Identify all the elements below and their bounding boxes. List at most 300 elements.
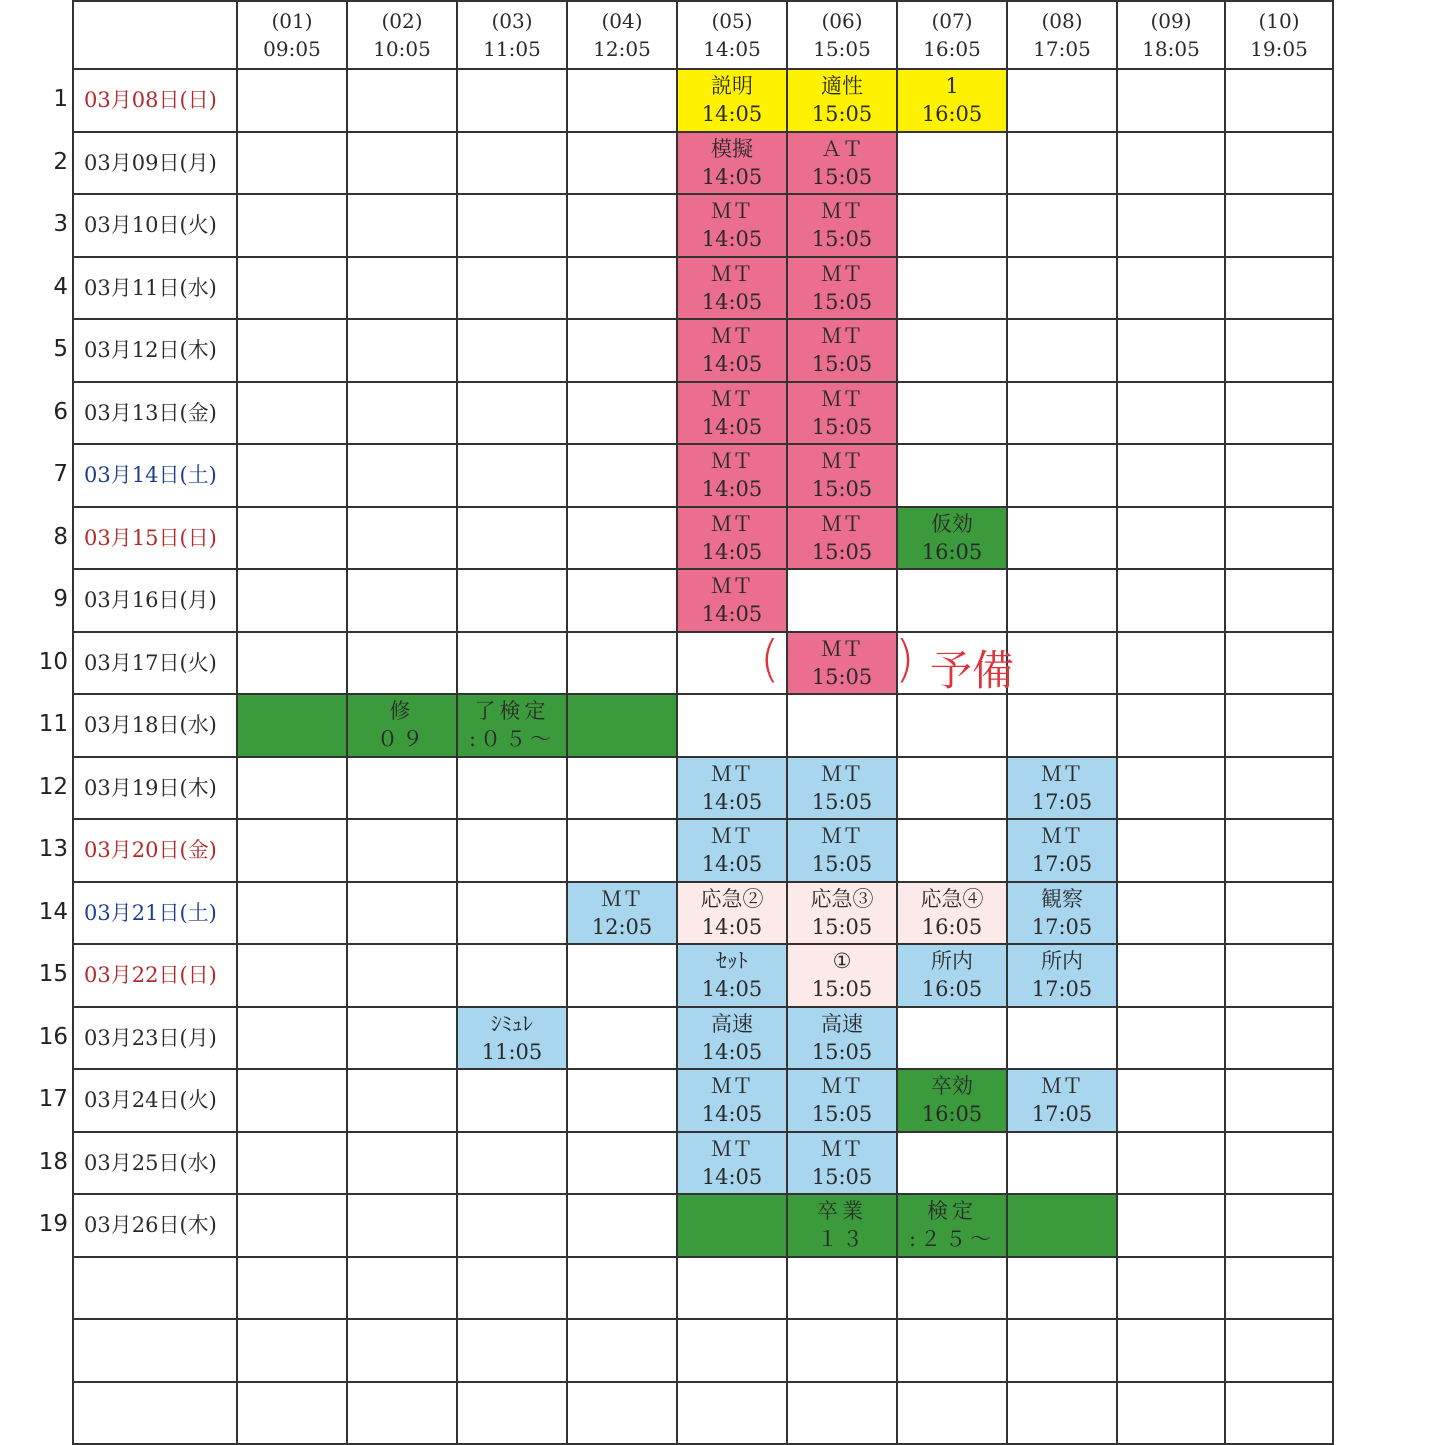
lesson-cell [1007, 882, 1117, 945]
lesson-title: 応急② [700, 886, 764, 911]
empty-cell [1117, 69, 1225, 132]
empty-cell [897, 194, 1007, 257]
schedule-row [73, 69, 1333, 132]
empty-cell [567, 1007, 677, 1070]
lesson-time: 15:05 [811, 539, 873, 564]
empty-cell [1007, 257, 1117, 320]
lesson-title: ＭＴ [711, 1074, 753, 1099]
empty-cell [237, 882, 347, 945]
lesson-title: 卒効 [931, 1074, 973, 1099]
lesson-time: 17:05 [1031, 914, 1093, 939]
empty-cell [237, 1382, 347, 1445]
empty-cell [347, 882, 457, 945]
empty-cell [567, 1069, 677, 1132]
schedule-row [73, 1132, 1333, 1195]
lesson-cell [897, 1069, 1007, 1132]
date-cell: 03月17日(火) [73, 632, 237, 695]
lesson-cell [677, 382, 787, 445]
empty-cell [347, 69, 457, 132]
lesson-cell [787, 69, 897, 132]
schedule-row [73, 1007, 1333, 1070]
empty-cell [1007, 382, 1117, 445]
empty-cell [347, 319, 457, 382]
date-cell: 03月18日(水) [73, 694, 237, 757]
lesson-title: ＭＴ [1041, 1074, 1083, 1099]
empty-cell [1007, 1257, 1117, 1320]
empty-cell [567, 194, 677, 257]
lesson-time: 16:05 [921, 914, 983, 939]
lesson-cell [787, 632, 897, 695]
empty-cell [897, 382, 1007, 445]
row-number: 18 [38, 1148, 68, 1175]
column-number: (03) [491, 9, 533, 33]
empty-cell [787, 569, 897, 632]
column-header [897, 1, 1007, 69]
lesson-title: 了検定 [474, 699, 550, 724]
empty-cell [347, 382, 457, 445]
empty-cell [457, 1319, 567, 1382]
empty-cell [567, 632, 677, 695]
empty-cell [457, 819, 567, 882]
lesson-title: 適性 [821, 74, 863, 99]
lesson-title: 仮効 [931, 511, 973, 536]
lesson-cell [787, 319, 897, 382]
column-header [1225, 1, 1333, 69]
lesson-title: 模擬 [711, 136, 753, 161]
empty-cell [897, 819, 1007, 882]
date-cell: 03月24日(火) [73, 1069, 237, 1132]
schedule-row [73, 1319, 1333, 1382]
empty-cell [1007, 319, 1117, 382]
lesson-time: 16:05 [921, 102, 983, 127]
lesson-cell [347, 694, 457, 757]
empty-cell [897, 694, 1007, 757]
lesson-cell [787, 1007, 897, 1070]
date-cell [73, 1257, 237, 1320]
lesson-cell [237, 694, 347, 757]
empty-cell [457, 1194, 567, 1257]
empty-cell [457, 382, 567, 445]
empty-cell [457, 194, 567, 257]
empty-cell [1117, 257, 1225, 320]
lesson-cell [787, 194, 897, 257]
empty-cell [1225, 1257, 1333, 1320]
column-time: 11:05 [483, 37, 541, 61]
row-number: 10 [38, 648, 68, 675]
empty-cell [1007, 69, 1117, 132]
row-number: 16 [38, 1023, 68, 1050]
column-number: (08) [1041, 9, 1083, 33]
empty-cell [1225, 257, 1333, 320]
date-cell: 03月10日(火) [73, 194, 237, 257]
empty-cell [457, 632, 567, 695]
row-number: 3 [53, 210, 68, 237]
lesson-title: 検定 [927, 1199, 977, 1224]
empty-cell [1117, 569, 1225, 632]
column-header [237, 1, 347, 69]
lesson-cell [677, 444, 787, 507]
empty-cell [347, 507, 457, 570]
row-number: 19 [38, 1210, 68, 1237]
lesson-title: ＭＴ [821, 386, 863, 411]
column-number: (07) [931, 9, 973, 33]
row-number: 6 [53, 398, 68, 425]
lesson-time: 15:05 [811, 852, 873, 877]
empty-cell [347, 819, 457, 882]
schedule-row [73, 257, 1333, 320]
lesson-cell [677, 257, 787, 320]
empty-cell [1225, 1007, 1333, 1070]
empty-cell [347, 194, 457, 257]
lesson-time: 14:05 [701, 289, 763, 314]
column-header [567, 1, 677, 69]
empty-cell [1225, 1069, 1333, 1132]
empty-cell [237, 132, 347, 195]
empty-cell [457, 319, 567, 382]
row-number: 12 [38, 773, 68, 800]
lesson-cell [1007, 819, 1117, 882]
empty-cell [237, 1069, 347, 1132]
empty-cell [347, 757, 457, 820]
lesson-cell [677, 132, 787, 195]
row-number: 8 [53, 523, 68, 550]
empty-cell [1225, 569, 1333, 632]
lesson-title: ＭＴ [821, 449, 863, 474]
empty-cell [677, 1257, 787, 1320]
lesson-time: 14:05 [701, 1039, 763, 1064]
column-time: 14:05 [703, 37, 761, 61]
empty-cell [237, 1194, 347, 1257]
empty-cell [1117, 694, 1225, 757]
date-cell: 03月20日(金) [73, 819, 237, 882]
lesson-cell [1007, 944, 1117, 1007]
date-cell: 03月12日(木) [73, 319, 237, 382]
lesson-title: ＭＴ [711, 511, 753, 536]
empty-cell [897, 319, 1007, 382]
schedule-row [73, 1194, 1333, 1257]
lesson-time: 14:05 [701, 789, 763, 814]
lesson-cell [677, 882, 787, 945]
empty-cell [457, 1382, 567, 1445]
empty-cell [567, 819, 677, 882]
lesson-title: ＭＴ [821, 761, 863, 786]
lesson-cell [1007, 1069, 1117, 1132]
empty-cell [787, 1382, 897, 1445]
lesson-time: 15:05 [811, 227, 873, 252]
empty-cell [1007, 569, 1117, 632]
empty-cell [347, 1007, 457, 1070]
lesson-title: ＭＴ [821, 1074, 863, 1099]
lesson-cell [677, 1194, 787, 1257]
lesson-title: ＭＴ [711, 324, 753, 349]
date-cell: 03月08日(日) [73, 69, 237, 132]
schedule-row [73, 1257, 1333, 1320]
schedule-row [73, 882, 1333, 945]
empty-cell [1117, 194, 1225, 257]
empty-cell [1117, 632, 1225, 695]
empty-cell [1117, 819, 1225, 882]
empty-cell [237, 507, 347, 570]
lesson-cell [677, 1069, 787, 1132]
lesson-title: 応急④ [920, 886, 984, 911]
date-cell: 03月15日(日) [73, 507, 237, 570]
lesson-title: 所内 [1041, 949, 1083, 974]
lesson-title: 高速 [711, 1011, 753, 1036]
empty-cell [237, 69, 347, 132]
lesson-cell [787, 757, 897, 820]
empty-cell [1225, 819, 1333, 882]
lesson-time: 15:05 [811, 789, 873, 814]
lesson-cell [1007, 1194, 1117, 1257]
lesson-time: 14:05 [701, 602, 763, 627]
lesson-title: ＭＴ [821, 1136, 863, 1161]
lesson-time: :２５～ [908, 1227, 996, 1252]
empty-cell [1117, 882, 1225, 945]
empty-cell [1007, 1382, 1117, 1445]
lesson-title: ｾｯﾄ [716, 949, 748, 974]
lesson-cell [677, 319, 787, 382]
empty-cell [787, 694, 897, 757]
lesson-cell [677, 1007, 787, 1070]
lesson-cell [897, 1194, 1007, 1257]
empty-cell [237, 194, 347, 257]
lesson-time: 14:05 [701, 1102, 763, 1127]
lesson-time: 15:05 [811, 1164, 873, 1189]
empty-cell [237, 444, 347, 507]
row-number: 13 [38, 835, 68, 862]
empty-cell [1007, 1132, 1117, 1195]
note-text: 予備 [930, 646, 1015, 695]
lesson-cell [787, 382, 897, 445]
schedule-row [73, 319, 1333, 382]
column-header [677, 1, 787, 69]
empty-cell [347, 632, 457, 695]
empty-cell [457, 569, 567, 632]
empty-cell [457, 69, 567, 132]
empty-cell [347, 944, 457, 1007]
empty-cell [237, 257, 347, 320]
date-cell: 03月21日(土) [73, 882, 237, 945]
empty-cell [677, 694, 787, 757]
empty-cell [1225, 319, 1333, 382]
empty-cell [237, 632, 347, 695]
empty-cell [237, 1257, 347, 1320]
lesson-time: 14:05 [701, 914, 763, 939]
column-header [1117, 1, 1225, 69]
empty-cell [897, 132, 1007, 195]
row-number: 5 [53, 335, 68, 362]
empty-cell [1117, 1007, 1225, 1070]
empty-cell [347, 132, 457, 195]
lesson-time: 15:05 [811, 414, 873, 439]
empty-cell [897, 1132, 1007, 1195]
empty-cell [1225, 1132, 1333, 1195]
empty-cell [1117, 132, 1225, 195]
lesson-time: 16:05 [921, 977, 983, 1002]
lesson-time: 15:05 [811, 164, 873, 189]
lesson-title: ＭＴ [711, 386, 753, 411]
lesson-cell [677, 819, 787, 882]
lesson-title: ＭＴ [1041, 761, 1083, 786]
empty-cell [1007, 632, 1117, 695]
lesson-time: 15:05 [811, 477, 873, 502]
lesson-cell [677, 69, 787, 132]
empty-cell [457, 444, 567, 507]
lesson-time: １３ [817, 1227, 867, 1252]
empty-cell [1007, 694, 1117, 757]
empty-cell [1225, 757, 1333, 820]
schedule-row [73, 382, 1333, 445]
schedule-row [73, 944, 1333, 1007]
lesson-cell [1007, 757, 1117, 820]
lesson-time: 15:05 [811, 977, 873, 1002]
lesson-title: ＭＴ [711, 574, 753, 599]
lesson-title: ＭＴ [711, 1136, 753, 1161]
lesson-title: ＭＴ [711, 199, 753, 224]
column-number: (05) [711, 9, 753, 33]
lesson-time: :０５～ [468, 727, 556, 752]
date-cell: 03月22日(日) [73, 944, 237, 1007]
empty-cell [457, 1257, 567, 1320]
lesson-cell [787, 819, 897, 882]
date-cell: 03月09日(月) [73, 132, 237, 195]
lesson-time: 14:05 [701, 1164, 763, 1189]
lesson-title: 高速 [821, 1011, 863, 1036]
empty-cell [1117, 507, 1225, 570]
empty-cell [677, 632, 787, 695]
column-number: (06) [821, 9, 863, 33]
empty-cell [897, 444, 1007, 507]
empty-cell [1007, 1007, 1117, 1070]
column-header [457, 1, 567, 69]
lesson-time: 17:05 [1031, 852, 1093, 877]
column-number: (02) [381, 9, 423, 33]
empty-cell [567, 757, 677, 820]
empty-cell [457, 132, 567, 195]
empty-cell [567, 132, 677, 195]
empty-cell [1007, 507, 1117, 570]
note-open-paren: ( [760, 630, 780, 688]
empty-cell [567, 507, 677, 570]
lesson-time: 14:05 [701, 852, 763, 877]
empty-cell [567, 1132, 677, 1195]
lesson-cell [677, 944, 787, 1007]
lesson-cell [567, 694, 677, 757]
empty-cell [787, 1257, 897, 1320]
empty-cell [237, 1132, 347, 1195]
column-time: 19:05 [1250, 37, 1308, 61]
lesson-title: ＭＴ [821, 824, 863, 849]
date-cell: 03月19日(木) [73, 757, 237, 820]
row-number: 4 [53, 273, 68, 300]
lesson-title: 所内 [931, 949, 973, 974]
lesson-title: ＭＴ [711, 824, 753, 849]
empty-cell [457, 757, 567, 820]
row-number: 11 [38, 710, 68, 737]
empty-cell [897, 569, 1007, 632]
empty-cell [677, 1319, 787, 1382]
schedule-row [73, 632, 1333, 695]
lesson-title: ＭＴ [821, 199, 863, 224]
empty-cell [237, 569, 347, 632]
empty-cell [457, 944, 567, 1007]
note-close-paren: ) [895, 630, 915, 688]
empty-cell [897, 632, 1007, 695]
column-number: (10) [1258, 9, 1300, 33]
schedule-row [73, 507, 1333, 570]
lesson-title: ＭＴ [821, 324, 863, 349]
empty-cell [347, 569, 457, 632]
schedule-row [73, 757, 1333, 820]
lesson-title: ① [832, 949, 852, 974]
column-header [347, 1, 457, 69]
empty-cell [897, 757, 1007, 820]
empty-cell [1225, 382, 1333, 445]
empty-cell [347, 257, 457, 320]
empty-cell [897, 257, 1007, 320]
empty-cell [237, 1319, 347, 1382]
empty-cell [897, 1319, 1007, 1382]
empty-cell [1225, 944, 1333, 1007]
lesson-time: 17:05 [1031, 1102, 1093, 1127]
column-number: (04) [601, 9, 643, 33]
lesson-title: ＡＴ [821, 136, 863, 161]
lesson-cell [787, 444, 897, 507]
empty-cell [1117, 1257, 1225, 1320]
lesson-cell [567, 882, 677, 945]
row-number: 2 [53, 148, 68, 175]
empty-cell [567, 69, 677, 132]
lesson-time: 15:05 [811, 664, 873, 689]
lesson-cell [897, 69, 1007, 132]
lesson-cell [787, 1132, 897, 1195]
schedule-row [73, 694, 1333, 757]
corner-cell [73, 1, 237, 69]
empty-cell [1225, 882, 1333, 945]
empty-cell [237, 757, 347, 820]
lesson-title: 観察 [1041, 886, 1083, 911]
lesson-title: 1 [945, 74, 959, 99]
empty-cell [1117, 944, 1225, 1007]
empty-cell [1117, 1194, 1225, 1257]
lesson-time: 14:05 [701, 102, 763, 127]
lesson-time: 14:05 [701, 352, 763, 377]
lesson-cell [787, 507, 897, 570]
lesson-cell [787, 257, 897, 320]
lesson-cell [677, 1132, 787, 1195]
lesson-title: ＭＴ [601, 886, 643, 911]
lesson-time: 12:05 [591, 914, 653, 939]
row-number: 15 [38, 960, 68, 987]
empty-cell [457, 507, 567, 570]
empty-cell [1117, 757, 1225, 820]
empty-cell [567, 1319, 677, 1382]
lesson-title: 応急③ [810, 886, 874, 911]
column-header [787, 1, 897, 69]
row-number: 7 [53, 460, 68, 487]
empty-cell [1117, 1319, 1225, 1382]
lesson-cell [677, 507, 787, 570]
empty-cell [347, 1257, 457, 1320]
empty-cell [1225, 1319, 1333, 1382]
lesson-cell [897, 944, 1007, 1007]
schedule-row [73, 819, 1333, 882]
empty-cell [1225, 69, 1333, 132]
empty-cell [567, 569, 677, 632]
lesson-cell [787, 882, 897, 945]
lesson-time: 11:05 [481, 1039, 543, 1064]
header-row [73, 1, 1333, 69]
